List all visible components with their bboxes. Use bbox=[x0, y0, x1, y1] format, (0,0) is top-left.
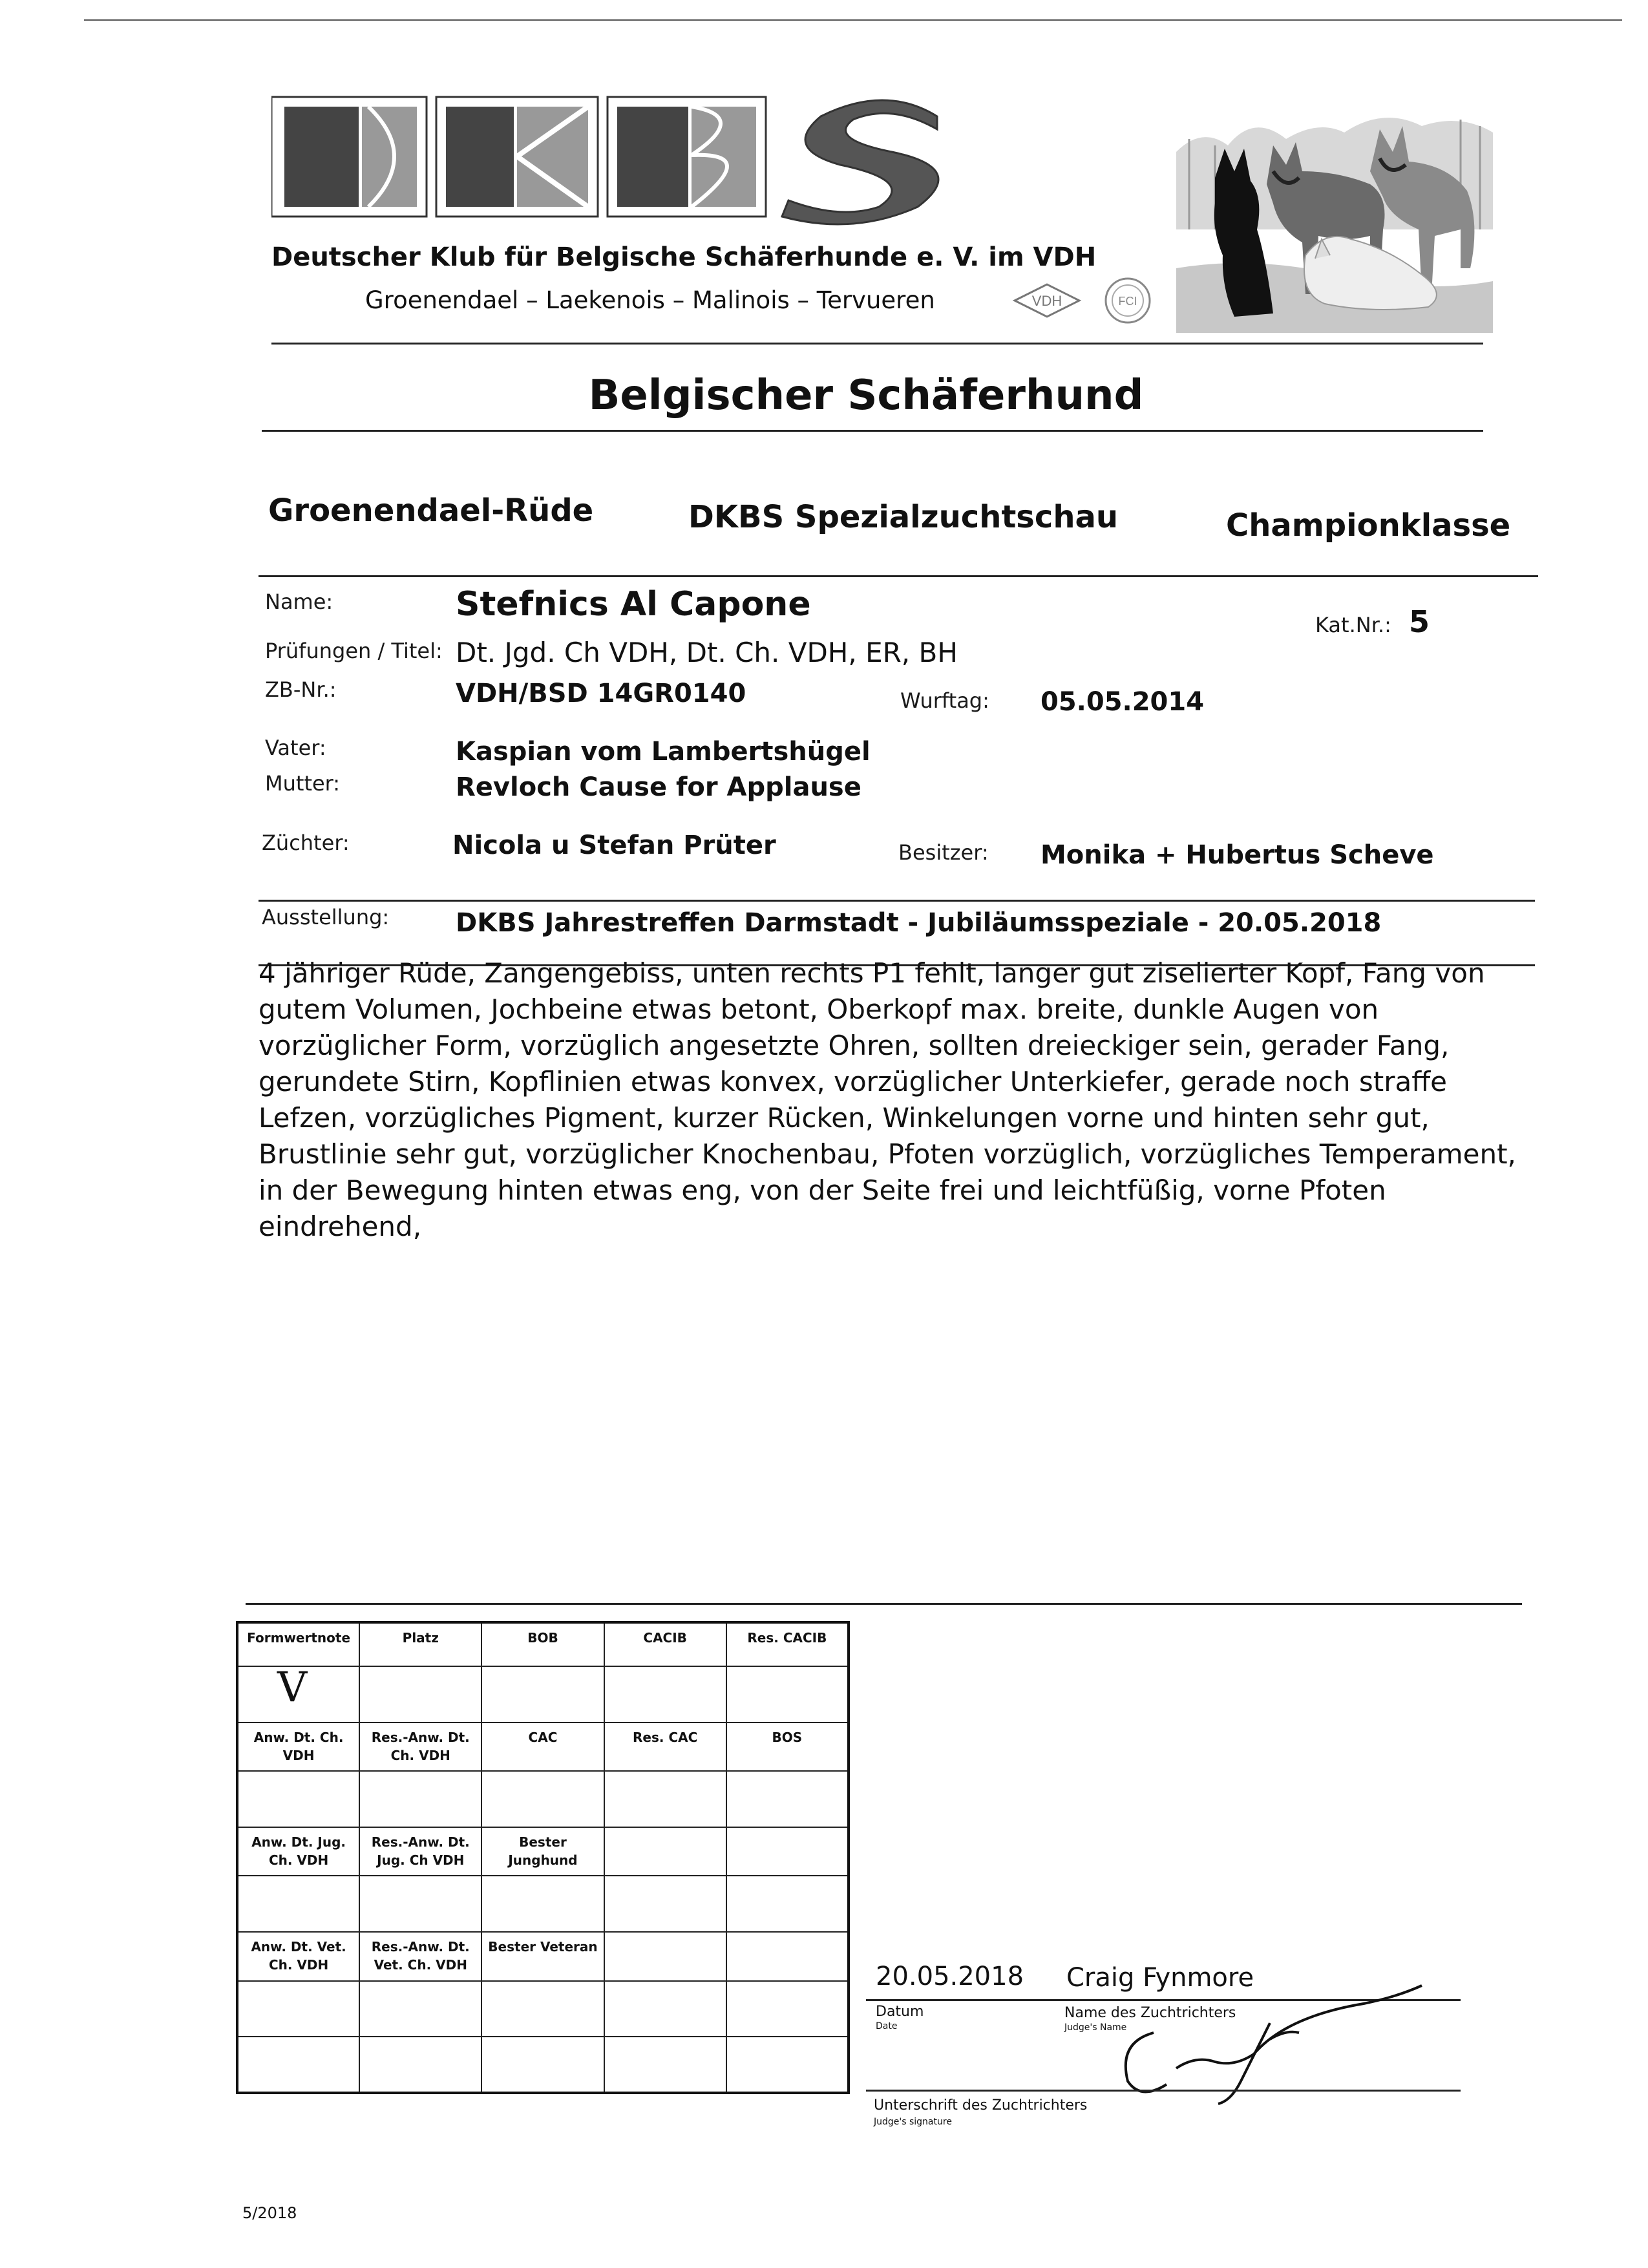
header-divider-top bbox=[271, 343, 1483, 344]
cell-platz-label: Platz bbox=[359, 1622, 481, 1666]
titles-label: Prüfungen / Titel: bbox=[265, 639, 443, 663]
wurftag-value: 05.05.2014 bbox=[1041, 687, 1205, 717]
cell-bester-junghund-label: Bester Junghund bbox=[481, 1827, 604, 1876]
club-varieties: Groenendael – Laekenois – Malinois – Tervueren bbox=[365, 286, 935, 314]
results-header-row-2 bbox=[237, 1722, 849, 1771]
show-label: Ausstellung: bbox=[262, 905, 390, 929]
header-divider-bottom bbox=[262, 430, 1483, 432]
judge-name-label-en: Judge's Name bbox=[1064, 2022, 1127, 2033]
fci-badge-icon bbox=[1102, 275, 1154, 326]
show-type: DKBS Spezialzuchtschau bbox=[688, 499, 1119, 535]
results-header-row-3 bbox=[237, 1827, 849, 1876]
besitzer-label: Besitzer: bbox=[898, 840, 989, 865]
signature-line bbox=[866, 2090, 1461, 2092]
cell-bester-veteran-label: Bester Veteran bbox=[481, 1932, 604, 1980]
cell-bob-value bbox=[481, 1666, 604, 1722]
results-header-row-4 bbox=[237, 1932, 849, 1980]
dog-name: Stefnics Al Capone bbox=[456, 585, 811, 624]
signature-label: Unterschrift des Zuchtrichters bbox=[874, 2097, 1088, 2114]
results-value-row-1 bbox=[237, 1666, 849, 1722]
cell-anw-jug-label: Anw. Dt. Jug. Ch. VDH bbox=[237, 1827, 359, 1876]
results-value-row-5 bbox=[237, 2037, 849, 2093]
judge-signature bbox=[1092, 1978, 1428, 2107]
mutter-label: Mutter: bbox=[265, 771, 341, 796]
results-value-row-4 bbox=[237, 1981, 849, 2037]
top-border-line bbox=[84, 19, 1622, 21]
svg-text:VDH: VDH bbox=[1031, 293, 1062, 309]
date-label-en: Date bbox=[876, 2021, 898, 2031]
besitzer-value: Monika + Hubertus Scheve bbox=[1041, 840, 1434, 870]
vater-value: Kaspian vom Lambertshügel bbox=[456, 737, 871, 767]
club-name: Deutscher Klub für Belgische Schäferhunde e. V. im VDH bbox=[271, 242, 1097, 272]
vater-label: Vater: bbox=[265, 736, 326, 760]
cell-res-anw-jug-label: Res.-Anw. Dt. Jug. Ch VDH bbox=[359, 1827, 481, 1876]
show-class: Championklasse bbox=[1226, 507, 1511, 544]
cell-platz-value bbox=[359, 1666, 481, 1722]
mutter-value: Revloch Cause for Applause bbox=[456, 772, 861, 802]
dkbs-logo bbox=[271, 90, 982, 226]
cell-cacib-label: CACIB bbox=[604, 1622, 726, 1666]
belgian-shepherd-dogs-illustration bbox=[1176, 100, 1493, 333]
kat-nr-label: Kat.Nr.: bbox=[1315, 613, 1391, 637]
judge-critique: 4 jähriger Rüde, Zangengebiss, unten rechts P1 fehlt, langer gut ziselierter Kopf, Fang von gutem Volumen, Jochbeine etwas betont, Oberkopf max. breite, dunkle Augen von vorzüglicher Form, vorzüglich angesetzte Ohren, sollten dreieckiger sein, gerader Fang, gerundete Stirn, Kopflinien etwas konvex, vorzüglicher Unterkiefer, gerade noch straffe Lefzen, vorzügliches Pigment, kurzer Rücken, Winkelungen vorne und hinten sehr gut, Brustlinie sehr gut, vorzüglicher Knochenbau, Pfoten vorzüglich, vorzügliches Temperament, in der Bewegung hinten etwas eng, von der Seite frei und leichtfüßig, vorne Pfoten eindrehend, bbox=[259, 957, 1516, 1242]
cell-res-anw-vet-label: Res.-Anw. Dt. Vet. Ch. VDH bbox=[359, 1932, 481, 1980]
vdh-badge-icon bbox=[1011, 281, 1083, 320]
breed-title: Belgischer Schäferhund bbox=[588, 372, 1144, 419]
cell-anw-vet-label: Anw. Dt. Vet. Ch. VDH bbox=[237, 1932, 359, 1980]
signature-date: 20.05.2018 bbox=[876, 1962, 1024, 1991]
cell-cacib-value bbox=[604, 1666, 726, 1722]
results-table bbox=[236, 1621, 850, 2094]
results-header-row-1 bbox=[237, 1622, 849, 1666]
name-label: Name: bbox=[265, 589, 333, 614]
class-row-divider bbox=[259, 575, 1538, 577]
cell-cac-label: CAC bbox=[481, 1722, 604, 1771]
kat-nr-value: 5 bbox=[1409, 604, 1430, 639]
show-value: DKBS Jahrestreffen Darmstadt - Jubiläumsspeziale - 20.05.2018 bbox=[456, 908, 1382, 938]
zuechter-label: Züchter: bbox=[262, 831, 350, 855]
judge-name: Craig Fynmore bbox=[1066, 1963, 1254, 1993]
cell-res-cacib-label: Res. CACIB bbox=[726, 1622, 849, 1666]
results-value-row-2 bbox=[237, 1771, 849, 1827]
signature-label-en: Judge's signature bbox=[874, 2117, 952, 2127]
form-code: 5/2018 bbox=[242, 2204, 297, 2222]
zb-nr-value: VDH/BSD 14GR0140 bbox=[456, 679, 746, 708]
results-value-row-3 bbox=[237, 1876, 849, 1932]
cell-res-cacib-value bbox=[726, 1666, 849, 1722]
cell-anw-dt-ch-label: Anw. Dt. Ch. VDH bbox=[237, 1722, 359, 1771]
zb-nr-label: ZB-Nr.: bbox=[265, 677, 337, 702]
cell-bos-label: BOS bbox=[726, 1722, 849, 1771]
zuechter-value: Nicola u Stefan Prüter bbox=[452, 831, 776, 860]
cell-bob-label: BOB bbox=[481, 1622, 604, 1666]
svg-text:FCI: FCI bbox=[1118, 295, 1137, 308]
show-divider-top bbox=[259, 900, 1535, 902]
dog-titles: Dt. Jgd. Ch VDH, Dt. Ch. VDH, ER, BH bbox=[456, 637, 958, 668]
cell-formwertnote-value: V bbox=[237, 1666, 359, 1722]
results-divider bbox=[246, 1603, 1522, 1605]
judge-name-label: Name des Zuchtrichters bbox=[1064, 2005, 1236, 2021]
cell-res-cac-label: Res. CAC bbox=[604, 1722, 726, 1771]
variety-sex: Groenendael-Rüde bbox=[268, 493, 594, 529]
cell-formwertnote-label: Formwertnote bbox=[237, 1622, 359, 1666]
datum-label: Datum bbox=[876, 2004, 924, 2020]
wurftag-label: Wurftag: bbox=[900, 688, 989, 713]
cell-res-anw-dt-ch-label: Res.-Anw. Dt. Ch. VDH bbox=[359, 1722, 481, 1771]
